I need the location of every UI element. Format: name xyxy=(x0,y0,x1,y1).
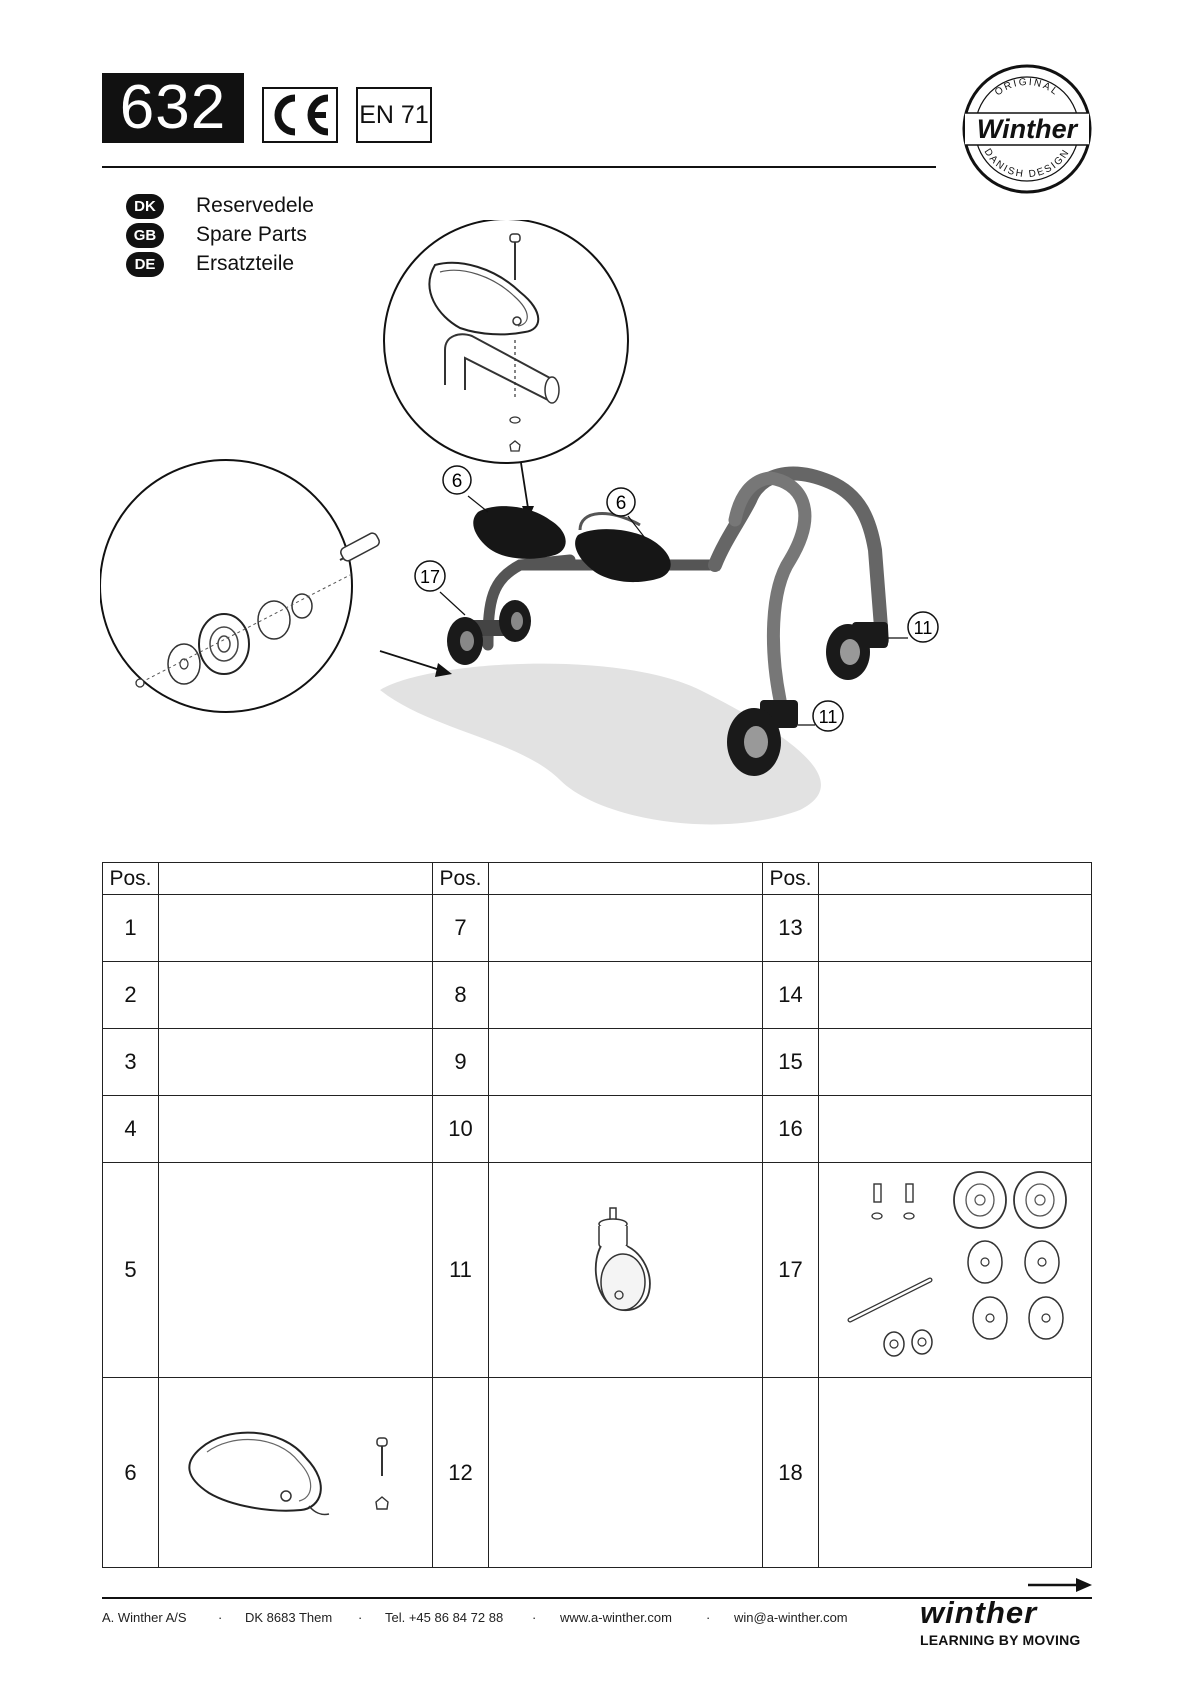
pos-number: 1 xyxy=(103,895,159,962)
brand-name: winther xyxy=(920,1597,1038,1627)
pos-header: Pos. xyxy=(433,863,489,895)
svg-text:ORIGINAL: ORIGINAL xyxy=(993,76,1062,99)
lang-label-de: Ersatzteile xyxy=(196,252,295,275)
part-cell xyxy=(159,1029,433,1096)
pos-number: 3 xyxy=(103,1029,159,1096)
part-cell xyxy=(159,1163,433,1378)
seat-detail-leader xyxy=(521,463,528,508)
pos-number: 9 xyxy=(433,1029,489,1096)
seat-image xyxy=(171,1418,421,1528)
part-header-cell xyxy=(159,863,433,895)
callout-label: 11 xyxy=(913,618,933,638)
part-cell xyxy=(489,895,763,962)
footer-email-link[interactable]: win@a-winther.com xyxy=(734,1610,848,1625)
pos-number: 18 xyxy=(763,1378,819,1568)
header-divider xyxy=(102,166,936,168)
pos-number: 14 xyxy=(763,962,819,1029)
part-cell xyxy=(819,1029,1092,1096)
pos-number: 5 xyxy=(103,1163,159,1378)
callout-rear-wheel xyxy=(415,561,465,615)
winther-original-logo xyxy=(961,63,1093,195)
part-cell xyxy=(819,1378,1092,1568)
product-illustration xyxy=(100,220,1100,840)
part-cell-wheel-kit xyxy=(819,1163,1092,1378)
part-cell xyxy=(159,1096,433,1163)
winther-brand-wordmark xyxy=(918,1597,1096,1627)
castor-wheel-image xyxy=(571,1200,681,1340)
lang-code-gb: GB xyxy=(126,223,164,248)
pos-number: 7 xyxy=(433,895,489,962)
pos-number: 15 xyxy=(763,1029,819,1096)
callout-castor-front xyxy=(798,701,843,731)
part-cell xyxy=(489,1378,763,1568)
pos-number: 17 xyxy=(763,1163,819,1378)
bearing-icon xyxy=(884,1332,904,1356)
hub-cap-icon xyxy=(1025,1241,1059,1283)
pos-number: 10 xyxy=(433,1096,489,1163)
pos-number: 12 xyxy=(433,1378,489,1568)
part-cell xyxy=(489,1096,763,1163)
footer-phone: Tel. +45 86 84 72 88 xyxy=(385,1610,504,1625)
hub-cap-icon xyxy=(968,1241,1002,1283)
lang-code-de: DE xyxy=(126,252,164,277)
wheel-detail-leader xyxy=(380,651,440,670)
footer-separator: · xyxy=(358,1610,363,1625)
footer-company: A. Winther A/S xyxy=(102,1610,187,1625)
table-row xyxy=(103,895,1092,962)
table-row xyxy=(103,1163,1092,1378)
footer-separator: · xyxy=(706,1610,711,1625)
part-cell xyxy=(819,962,1092,1029)
part-header-cell xyxy=(819,863,1092,895)
axle-icon xyxy=(850,1280,930,1320)
hub-cap-icon xyxy=(973,1297,1007,1339)
table-row xyxy=(103,1096,1092,1163)
hub-cap-icon xyxy=(1029,1297,1063,1339)
table-row xyxy=(103,962,1092,1029)
callout-label: 17 xyxy=(419,567,441,587)
large-wheel-icon xyxy=(1014,1172,1066,1228)
part-cell xyxy=(819,895,1092,962)
part-cell xyxy=(489,1029,763,1096)
footer-separator: · xyxy=(218,1610,223,1625)
part-cell-seat xyxy=(159,1378,433,1568)
callout-label: 11 xyxy=(818,707,838,727)
next-page-arrow-icon xyxy=(1028,1576,1092,1594)
brand-tagline: LEARNING BY MOVING xyxy=(920,1632,1081,1648)
part-cell-castor xyxy=(489,1163,763,1378)
table-header-row xyxy=(103,863,1092,895)
lang-label-gb: Spare Parts xyxy=(196,223,307,246)
pos-number: 4 xyxy=(103,1096,159,1163)
bolt-icon xyxy=(872,1184,882,1219)
lang-label-dk: Reservedele xyxy=(196,194,314,217)
footer-address: DK 8683 Them xyxy=(245,1610,333,1625)
pos-number: 2 xyxy=(103,962,159,1029)
large-wheel-icon xyxy=(954,1172,1006,1228)
ce-mark-icon xyxy=(264,89,336,141)
wheel-detail-circle xyxy=(100,460,381,712)
table-row xyxy=(103,1378,1092,1568)
seat-detail-circle xyxy=(384,220,628,463)
pos-number: 13 xyxy=(763,895,819,962)
pos-number: 6 xyxy=(103,1378,159,1568)
parts-table xyxy=(102,862,1092,1568)
footer-separator: · xyxy=(532,1610,537,1625)
pos-number: 16 xyxy=(763,1096,819,1163)
wheel-kit-image xyxy=(830,1170,1080,1370)
language-row-dk xyxy=(126,192,314,220)
table-row xyxy=(103,1029,1092,1096)
pos-number: 8 xyxy=(433,962,489,1029)
ce-mark-box xyxy=(262,87,338,143)
bolt-icon xyxy=(904,1184,914,1219)
callout-label: 6 xyxy=(615,493,627,514)
svg-text:DANISH DESIGN: DANISH DESIGN xyxy=(981,146,1073,181)
footer-web-link[interactable]: www.a-winther.com xyxy=(560,1610,672,1625)
svg-text:Winther: Winther xyxy=(976,114,1078,144)
model-number: 632 xyxy=(102,73,244,143)
callout-label: 6 xyxy=(451,471,463,492)
part-header-cell xyxy=(489,863,763,895)
callout-seat-rear xyxy=(443,466,488,512)
pos-number: 11 xyxy=(433,1163,489,1378)
callout-castor-right xyxy=(888,612,938,642)
part-cell xyxy=(489,962,763,1029)
part-cell xyxy=(159,962,433,1029)
pos-header: Pos. xyxy=(103,863,159,895)
part-cell xyxy=(819,1096,1092,1163)
lang-code-dk: DK xyxy=(126,194,164,219)
bearing-icon xyxy=(912,1330,932,1354)
standard-label: EN 71 xyxy=(356,87,432,143)
pos-header: Pos. xyxy=(763,863,819,895)
part-cell xyxy=(159,895,433,962)
